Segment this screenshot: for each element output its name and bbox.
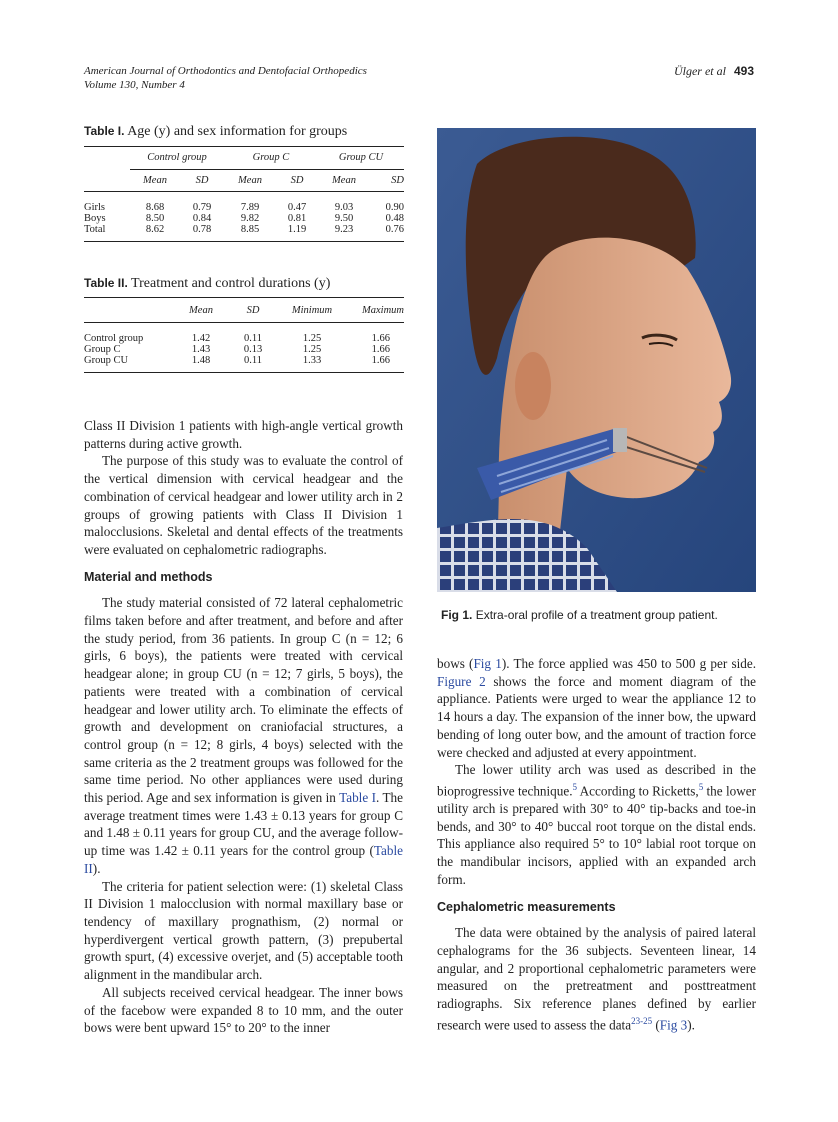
fig2-link[interactable]: Figure 2 — [437, 673, 486, 689]
table1-subheader: SD — [391, 174, 404, 186]
cell: 9.82 — [240, 213, 260, 224]
paragraph: All subjects received cervical headgear. The inner bows of the facebow were expanded 8 to 10 mm, and the outer bows were bent upward 15° to 20° to the inner — [84, 984, 403, 1036]
text-run: bows ( — [437, 656, 474, 671]
table1 — [84, 146, 404, 242]
text-run: The study material consisted of 72 lateral cephalometric films taken before and after treatment, and before and after the study period, from 36 patients. In group C (n = 12; 6 girls, 6 boys), the patients were treated with cervical headgear alone; in group CU (n = 12; 7 girls, 5 boys), the patients were treated with a combination of cervical headgear and lower utility arch. To eliminate the effects of growth and development on craniofacial structures, a control group (n = 12; 8 girls, 4 boys) selected with the same criteria as the 2 treatment groups was followed for the same time period. No other appliances were used during this period. Age and sex information is given in — [84, 595, 403, 806]
citation-link[interactable]: 5 — [698, 781, 704, 792]
left-column-text — [84, 417, 403, 1037]
cell: 0.81 — [287, 213, 307, 224]
row-label: Control group — [84, 333, 144, 344]
cell: 1.66 — [371, 355, 390, 366]
cell: 7.89 — [240, 202, 260, 213]
cell: 1.66 — [371, 333, 390, 344]
table1-group-header: Group CU — [318, 147, 404, 170]
table1-subheader: Mean — [238, 174, 262, 186]
table1-subheader: SD — [195, 174, 209, 186]
cell: 1.43 — [191, 344, 211, 355]
table-row — [84, 344, 404, 355]
table1-title: Age (y) and sex information for groups — [127, 124, 348, 139]
patient-profile-photo — [437, 128, 756, 592]
figure1-caption-text: Extra-oral profile of a treatment group patient. — [475, 608, 718, 622]
cell: 0.11 — [244, 355, 262, 366]
table2-header: SD — [246, 304, 260, 316]
journal-header — [84, 64, 367, 92]
text-run: . The average treatment times were 1.43 ± 0.13 years for group C and 1.48 ± 0.11 years for group CU, and the average follow-up time was 1.42 ± 0.11 years for the control group ( — [84, 790, 403, 859]
text-run: The lower utility arch was used as described in the bioprogressive technique. — [437, 762, 756, 799]
cell: 9.23 — [334, 224, 354, 235]
journal-name: American Journal of Orthodontics and Dentofacial Orthopedics — [84, 65, 367, 77]
cell: 0.76 — [385, 224, 404, 235]
cell: 0.79 — [192, 202, 212, 213]
cell: 1.66 — [371, 344, 390, 355]
figure1-photo — [437, 128, 756, 592]
table1-subheader: SD — [290, 174, 304, 186]
row-label: Boys — [84, 213, 106, 224]
figure1-label: Fig 1. — [441, 608, 473, 622]
cell: 0.48 — [385, 213, 404, 224]
table-row — [84, 355, 404, 373]
cell: 1.48 — [191, 355, 211, 366]
table1-group-header: Group C — [224, 147, 318, 170]
cell: 0.78 — [192, 224, 212, 235]
paragraph — [437, 924, 756, 1034]
cell: 0.11 — [244, 333, 262, 344]
cell: 0.90 — [385, 202, 404, 213]
text-run: The data were obtained by the analysis of paired lateral cephalograms for the 36 subjects. Seventeen linear, 14 angular, and 2 proportional cephalometric parameters were measured on the pretreatment and posttreatment radiographs. Six reference planes defined by earlier research were used to assess the data — [437, 925, 756, 1033]
page-header-right — [674, 64, 754, 79]
fig1-link[interactable]: Fig 1 — [473, 656, 502, 671]
cell: 8.85 — [240, 224, 260, 235]
text-run: the lower utility arch is prepared with 30° to 40° tip-backs and toe-in bends, and 30° to 40° buccal root torque on the distal ends. This appliance also required 5° to 10° labial root torque on the mandibular incisors, applied with an expanded arch form. — [437, 783, 756, 887]
cell: 1.25 — [302, 344, 322, 355]
cell: 0.84 — [192, 213, 212, 224]
table2-title: Treatment and control durations (y) — [131, 276, 331, 291]
cell: 0.13 — [243, 344, 263, 355]
table2-header: Minimum — [291, 304, 333, 316]
table-row — [84, 224, 404, 242]
paragraph: The criteria for patient selection were: (1) skeletal Class II Division 1 malocclusion with normal maxillary base or tendency of maxillary prognathism, (2) normal or hyperdivergent vertical growth pattern, (3) prepubertal growth spurt, (4) excessive overjet, and (5) acceptable tooth alignment in the mandibular arch. — [84, 878, 403, 983]
paragraph — [84, 594, 403, 877]
paragraph — [437, 655, 756, 761]
citation-link[interactable]: 5 — [572, 781, 578, 792]
paragraph — [437, 761, 756, 888]
citation-link[interactable]: 23-25 — [631, 1015, 653, 1026]
table2-label: Table II. — [84, 276, 128, 290]
table1-label: Table I. — [84, 124, 125, 138]
table1-subheader: Mean — [143, 174, 167, 186]
table1-group-header: Control group — [130, 147, 224, 170]
table2-header: Maximum — [362, 304, 404, 316]
cell: 1.19 — [287, 224, 307, 235]
text-run: ). — [687, 1017, 695, 1033]
text-run: shows the force and moment diagram of the appliance. Patients were urged to wear the appliance 12 to 14 hours a day. The expansion of the inner bow, the upward bending of long outer bow, and the amount of traction force were checked and adjusted at every appointment. — [437, 673, 756, 760]
table-row — [84, 213, 404, 224]
table1-link[interactable]: Table I — [339, 790, 377, 806]
cell: 9.50 — [334, 213, 354, 224]
table-row — [84, 333, 404, 344]
text-run: According to Ricketts, — [577, 783, 699, 799]
section-heading-cephalometric: Cephalometric measurements — [437, 899, 616, 914]
table2-header: Mean — [189, 304, 213, 316]
row-label: Group CU — [84, 355, 129, 366]
cell: 1.25 — [302, 333, 322, 344]
cell: 1.33 — [302, 355, 322, 366]
row-label: Total — [84, 224, 106, 235]
cell: 0.47 — [287, 202, 307, 213]
table-row — [84, 202, 404, 213]
cell: 9.03 — [334, 202, 354, 213]
text-run: ). The force applied was 450 to 500 g per side. — [501, 656, 756, 671]
cell: 8.50 — [145, 213, 165, 224]
figure1-caption — [441, 608, 718, 622]
table1-subheader: Mean — [332, 174, 356, 186]
text-run: ). — [92, 860, 101, 876]
paragraph: Class II Division 1 patients with high-angle vertical growth patterns during active growth. — [84, 418, 403, 451]
table2-link[interactable]: Table II — [84, 843, 403, 876]
journal-volume: Volume 130, Number 4 — [84, 79, 185, 91]
running-authors: Ülger et al — [673, 64, 726, 78]
section-heading-methods: Material and methods — [84, 569, 213, 584]
table2 — [84, 297, 404, 373]
row-label: Group C — [84, 344, 121, 355]
paragraph: The purpose of this study was to evaluate the control of the vertical dimension with cervical headgear and the combination of cervical headgear and lower utility arch in 2 groups of growing patients with Class II Division 1 malocclusions. Skeletal and dental effects of the treatments were evaluated on cephalometric radiographs. — [84, 453, 403, 557]
cell: 8.68 — [145, 202, 165, 213]
table1-caption — [84, 124, 347, 140]
cell: 8.62 — [145, 224, 165, 235]
right-column-text — [437, 655, 756, 1034]
row-label: Girls — [84, 202, 105, 213]
page-number: 493 — [733, 64, 754, 78]
fig3-link[interactable]: Fig 3 — [659, 1017, 688, 1033]
table2-caption — [84, 276, 330, 292]
text-run: ( — [652, 1017, 660, 1033]
cell: 1.42 — [191, 333, 211, 344]
